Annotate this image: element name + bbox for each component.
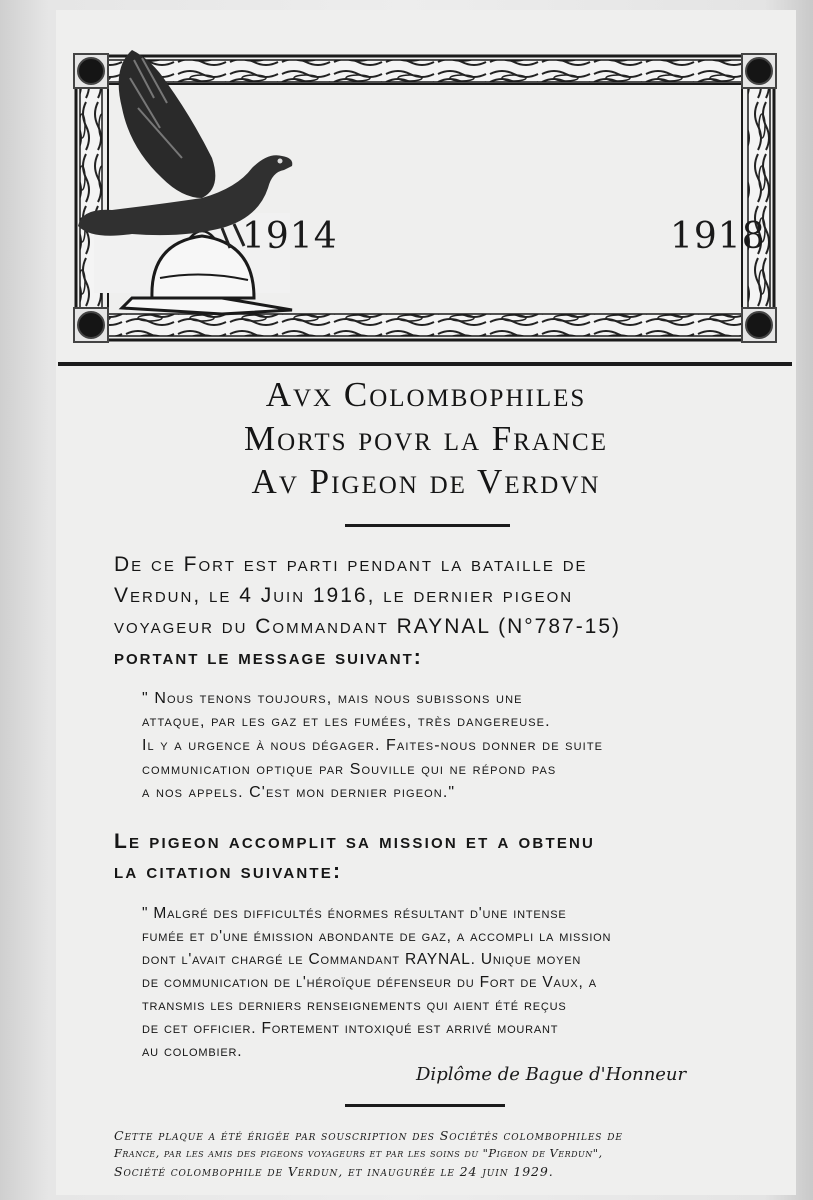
pigeon-helmet-emblem-icon [72, 48, 312, 323]
citation-line: au colombier. [142, 1043, 243, 1060]
intro-line: Verdun, le 4 Juin 1916, le dernier pigeon [114, 584, 574, 607]
verdict-line: la citation suivante: [114, 860, 343, 883]
intro-line: De ce Fort est parti pendant la bataille de [114, 553, 588, 576]
bottom-divider [345, 1104, 505, 1107]
citation-line: transmis les derniers renseignements qui aient été reçus [142, 997, 567, 1014]
award-text: Diplôme de Bague d'Honneur [416, 1064, 687, 1085]
year-end: 1918 [670, 216, 766, 257]
title-line-3: Av Pigeon de Verdvn [251, 462, 601, 501]
footer-line: Société colombophile de Verdun, et inaugurée le 24 juin 1929. [114, 1164, 554, 1179]
message-line: attaque, par les gaz et les fumées, très dangereuse. [142, 713, 551, 730]
footer-line: France, par les amis des pigeons voyageurs et par les soins du "Pigeon de Verdun", [114, 1146, 603, 1160]
citation-line: de communication de l'héroïque défenseur du Fort de Vaux, a [142, 974, 597, 991]
citation-line: " Malgré des difficultés énormes résultant d'une intense [142, 905, 567, 922]
citation-line: de cet officier. Fortement intoxiqué est arrivé mourant [142, 1020, 559, 1037]
message-line: communication optique par Souville qui ne répond pas [142, 761, 557, 778]
title-divider [345, 524, 510, 527]
message-line: Il y a urgence à nous dégager. Faites-nous donner de suite [142, 737, 604, 754]
footer-line: Cette plaque a été érigée par souscription des Sociétés colombophiles de [114, 1128, 623, 1143]
year-start: 1914 [242, 216, 338, 257]
message-line: " Nous tenons toujours, mais nous subissons une [142, 690, 523, 707]
intro-line: voyageur du Commandant RAYNAL (N°787-15) [114, 615, 622, 638]
citation-line: dont l'avait chargé le Commandant RAYNAL. Unique moyen [142, 951, 582, 968]
message-line: a nos appels. C'est mon dernier pigeon." [142, 784, 456, 801]
title-line-1: Avx Colombophiles [265, 375, 587, 414]
title-line-2: Morts povr la France [244, 419, 608, 458]
ornamental-frame [72, 48, 780, 348]
intro-line: portant le message suivant: [114, 646, 423, 669]
verdict-line: Le pigeon accomplit sa mission et a obtenu [114, 830, 596, 853]
top-divider [58, 362, 792, 366]
citation-line: fumée et d'une émission abondante de gaz, a accompli la mission [142, 928, 612, 945]
